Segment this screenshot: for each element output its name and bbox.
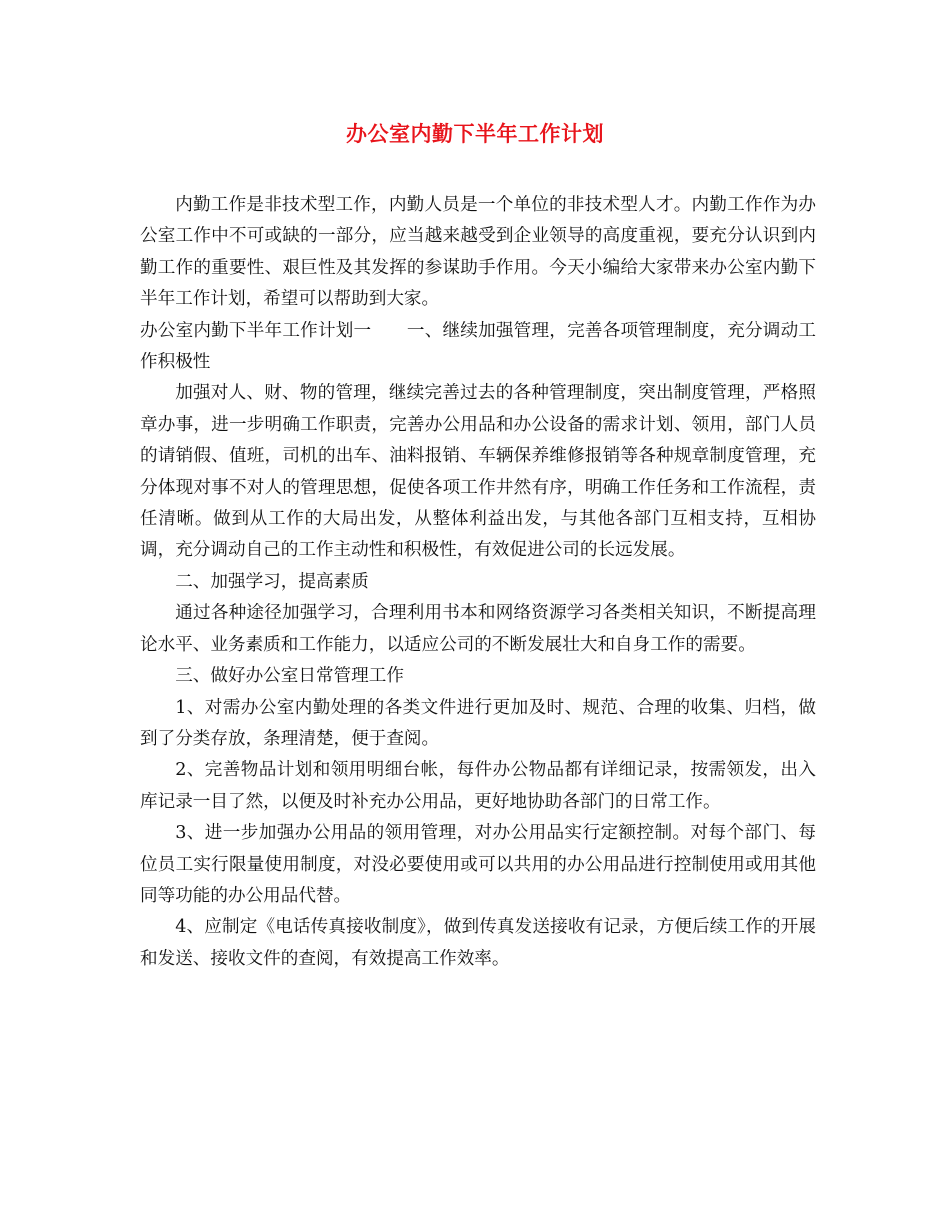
- document-title: 办公室内勤下半年工作计划: [346, 121, 604, 146]
- section-heading-study: 二、加强学习，提高素质: [175, 571, 369, 592]
- paragraph-item-2: 2、完善物品计划和领用明细台帐，每件办公物品都有详细记录，按需领发，出入库记录一目了然，以便及时补充办公用品，更好地协助各部门的日常工作。: [140, 760, 816, 812]
- paragraph-item-1: 1、对需办公室内勤处理的各类文件进行更加及时、规范、合理的收集、归档，做到了分类存放，条理清楚，便于查阅。: [140, 697, 816, 749]
- paragraph-study: 通过各种途径加强学习，合理利用书本和网络资源学习各类相关知识，不断提高理论水平、业务素质和工作能力，以适应公司的不断发展壮大和自身工作的需要。: [140, 603, 816, 655]
- paragraph-management: 加强对人、财、物的管理，继续完善过去的各种管理制度，突出制度管理，严格照章办事，进一步明确工作职责，完善办公用品和办公设备的需求计划、领用，部门人员的请销假、值班，司机的出车、油料报销、车辆保养维修报销等各种规章制度管理，充分体现对事不对人的管理思想，促使各项工作井然有序，明确工作任务和工作流程，责任清晰。做到从工作的大局出发，从整体利益出发，与其他各部门互相支持，互相协调，充分调动自己的工作主动性和积极性，有效促进公司的长远发展。: [140, 383, 816, 561]
- paragraph-plan-heading: 办公室内勤下半年工作计划一 一、继续加强管理，完善各项管理制度，充分调动工作积极性: [140, 320, 816, 373]
- paragraph-item-3: 3、进一步加强办公用品的领用管理，对办公用品实行定额控制。对每个部门、每位员工实行限量使用制度，对没必要使用或可以共用的办公用品进行控制使用或用其他同等功能的办公用品代替。: [140, 823, 816, 906]
- section-heading-daily-management: 三、做好办公室日常管理工作: [175, 666, 404, 687]
- paragraph-intro: 内勤工作是非技术型工作，内勤人员是一个单位的非技术型人才。内勤工作作为办公室工作中不可或缺的一部分，应当越来越受到企业领导的高度重视，要充分认识到内勤工作的重要性、艰巨性及其发挥的参谋助手作用。今天小编给大家带来办公室内勤下半年工作计划，希望可以帮助到大家。: [140, 195, 816, 310]
- paragraph-item-4: 4、应制定《电话传真接收制度》，做到传真发送接收有记录，方便后续工作的开展和发送、接收文件的查阅，有效提高工作效率。: [140, 917, 816, 969]
- document-body: [140, 190, 816, 975]
